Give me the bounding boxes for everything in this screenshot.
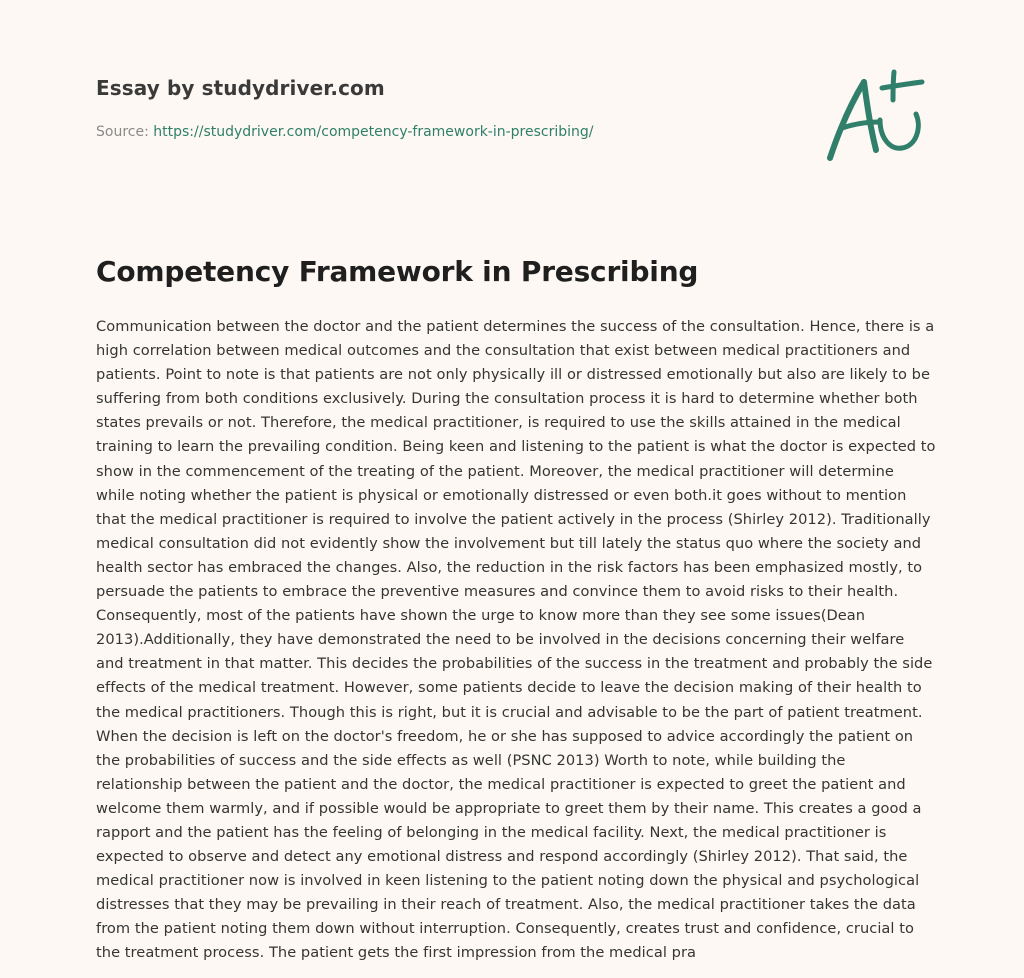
source-link[interactable]: https://studydriver.com/competency-framework-in-prescribing/: [153, 124, 594, 140]
source-line: [96, 124, 594, 140]
site-brand: Essay by studydriver.com: [96, 76, 385, 100]
a-plus-logo-icon: [824, 68, 928, 164]
essay-title: Competency Framework in Prescribing: [96, 255, 699, 288]
essay-body: Communication between the doctor and the patient determines the success of the consultation. Hence, there is a high correlation between medical outcomes and the consultation that exist between medical practitioners and patients. Point to note is that patients are not only physically ill or distressed emotionally but also are likely to be suffering from both conditions exclusively. During the consultation process it is hard to determine whether both states prevails or not. Therefore, the medical practitioner, is required to use the skills attained in the medical training to learn the prevailing condition. Being keen and listening to the patient is what the doctor is expected to show in the commencement of the treating of the patient. Moreover, the medical practitioner will determine while noting whether the patient is physical or emotionally distressed or even both.it goes without to mention that the medical practitioner is required to involve the patient actively in the process (Shirley 2012). Traditionally medical consultation did not evidently show the involvement but till lately the status quo where the society and health sector has embraced the changes. Also, the reduction in the risk factors has been emphasized mostly, to persuade the patients to embrace the preventive measures and convince them to avoid risks to their health. Consequently, most of the patients have shown the urge to know more than they see some issues(Dean 2013).Additionally, they have demonstrated the need to be involved in the decisions concerning their welfare and treatment in that matter. This decides the probabilities of the success in the treatment and probably the side effects of the medical treatment. However, some patients decide to leave the decision making of their health to the medical practitioners. Though this is right, but it is crucial and advisable to be the part of patient treatment. When the decision is left on the doctor's freedom, he or she has supposed to advice accordingly the patient on the probabilities of success and the side effects as well (PSNC 2013) Worth to note, while building the relationship between the patient and the doctor, the medical practitioner is expected to greet the patient and welcome them warmly, and if possible would be appropriate to greet them by their name. This creates a good a rapport and the patient has the feeling of belonging in the medical facility. Next, the medical practitioner is expected to observe and detect any emotional distress and respond accordingly (Shirley 2012). That said, the medical practitioner now is involved in keen listening to the patient noting down the physical and psychological distresses that they may be prevailing in their reach of treatment. Also, the medical practitioner takes the data from the patient noting them down without interruption. Consequently, creates trust and confidence, crucial to the treatment process. The patient gets the first impression from the medical pra: [96, 318, 936, 962]
source-label: Source:: [96, 124, 154, 140]
